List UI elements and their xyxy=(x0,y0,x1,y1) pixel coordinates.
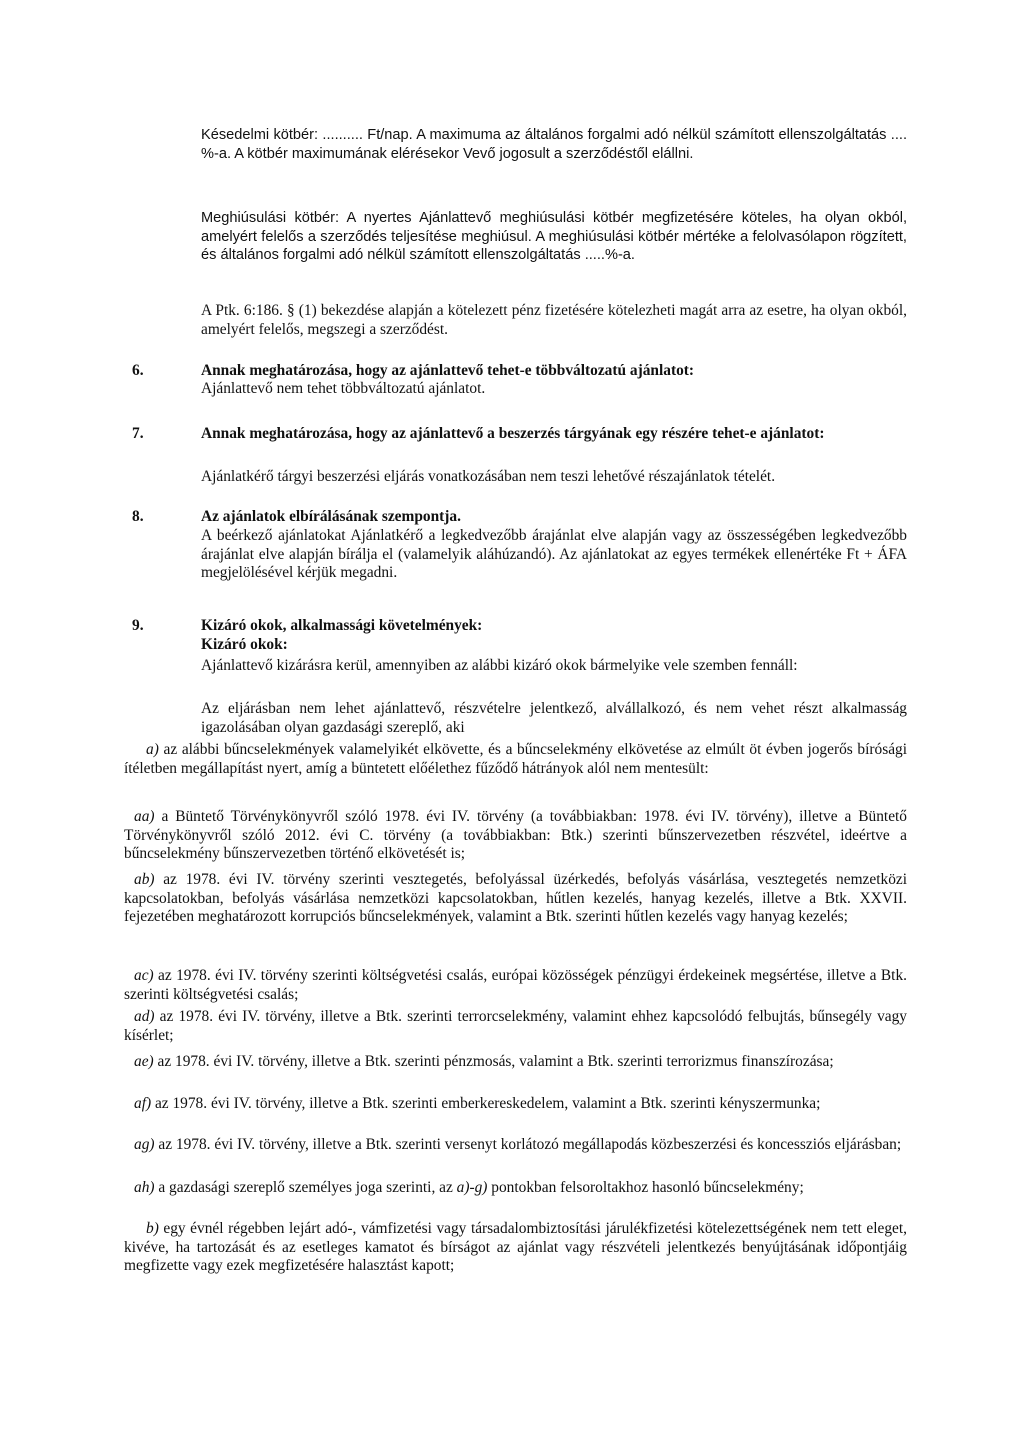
exclusion-intro: Ajánlattevő kizárásra kerül, amennyiben az alábbi kizáró okok bármelyike vele szemben fennáll: xyxy=(201,657,798,674)
exclusion-list-item xyxy=(124,1008,907,1045)
item-reference: a)-g) xyxy=(456,1179,488,1196)
section-body: Ajánlattevő nem tehet többváltozatú ajánlatot. xyxy=(201,380,486,397)
item-text: az 1978. évi IV. törvény, illetve a Btk. szerinti emberkereskedelem, valamint a Btk. szerinti kényszermunka; xyxy=(151,1095,821,1112)
item-label: af) xyxy=(134,1095,152,1112)
item-label: a) xyxy=(146,741,159,758)
exclusion-intro: Az eljárásban nem lehet ajánlattevő, részvételre jelentkező, alvállalkozó, és nem vehet részt alkalmasság igazolásában olyan gazdasági szereplő, aki xyxy=(201,700,907,736)
exclusion-list-item xyxy=(124,1136,907,1155)
item-text: az 1978. évi IV. törvény, illetve a Btk. szerinti versenyt korlátozó megállapodás közbeszerzési és koncessziós eljárásban; xyxy=(154,1136,902,1153)
item-text: az alábbi bűncselekmények valamelyikét elkövette, és a bűncselekmény elkövetése az elmúlt öt évben jogerős bírósági ítéletben megállapítást nyert, amíg a büntetett előélethez fűződő hátrányok alól nem mentesült: xyxy=(124,741,907,777)
item-label: b) xyxy=(146,1220,159,1237)
section-heading: Annak meghatározása, hogy az ajánlattevő tehet-e többváltozatú ajánlatot: xyxy=(201,362,695,379)
item-text: egy évnél régebben lejárt adó-, vámfizetési vagy társadalombiztosítási járulékfizetési kötelezettségének nem tett eleget, kivéve, ha tartozását és az esetleges kamatot és bírságot az ajánlat vagy részvételi jelentkezés benyújtásának időpontjáig megfizette vagy ezek megfizetésére halasztást kapott; xyxy=(124,1220,907,1274)
item-label: aa) xyxy=(134,808,155,825)
item-label: ab) xyxy=(134,871,155,888)
item-label: ah) xyxy=(134,1179,155,1196)
late-penalty-paragraph: Késedelmi kötbér: .......... Ft/nap. A maximuma az általános forgalmi adó nélkül számított ellenszolgáltatás .... %-a. A kötbér maximumának elérésekor Vevő jogosult a szerződéstől elállni. xyxy=(201,127,907,162)
item-text: a gazdasági szereplő személyes joga szerinti, az xyxy=(154,1179,457,1196)
item-label: ad) xyxy=(134,1008,155,1025)
section-number: 7. xyxy=(132,425,144,442)
item-label: ac) xyxy=(134,967,154,984)
ptk-paragraph: A Ptk. 6:186. § (1) bekezdése alapján a kötelezett pénz fizetésére kötelezheti magát arra az esetre, ha olyan okból, amelyért felelős, megszegi a szerződést. xyxy=(201,302,907,338)
exclusion-list-item xyxy=(124,741,907,778)
item-text: az 1978. évi IV. törvény, illetve a Btk. szerinti terrorcselekmény, valamint ehhez kapcsolódó felbujtás, bűnsegély vagy kísérlet; xyxy=(124,1008,907,1044)
item-text: a Büntető Törvénykönyvről szóló 1978. évi IV. törvény (a továbbiakban: 1978. évi IV. törvény), illetve a Büntető Törvénykönyvről szóló 2012. évi C. törvény (a továbbiakban: Btk.) szerinti bűnszervezetben részvétel, ideértve a bűncselekmény bűnszervezetben történő elkövetését is; xyxy=(124,808,907,862)
section-subheading: Kizáró okok: xyxy=(201,636,288,653)
section-heading: Az ajánlatok elbírálásának szempontja. xyxy=(201,508,461,525)
exclusion-list-item xyxy=(124,967,907,1004)
item-label: ag) xyxy=(134,1136,155,1153)
item-text-tail: pontokban felsoroltakhoz hasonló bűncselekmény; xyxy=(487,1179,804,1196)
section-heading: Kizáró okok, alkalmassági követelmények: xyxy=(201,617,483,634)
exclusion-list-item xyxy=(124,1095,907,1114)
section-heading: Annak meghatározása, hogy az ajánlattevő a beszerzés tárgyának egy részére tehet-e ajánlatot: xyxy=(201,425,825,442)
item-text: az 1978. évi IV. törvény, illetve a Btk. szerinti pénzmosás, valamint a Btk. szerinti terrorizmus finanszírozása; xyxy=(153,1053,834,1070)
exclusion-list-item xyxy=(124,1053,907,1072)
item-label: ae) xyxy=(134,1053,154,1070)
failure-penalty-paragraph: Meghiúsulási kötbér: A nyertes Ajánlattevő meghiúsulási kötbér megfizetésére köteles, ha olyan okból, amelyért felelős a szerződés teljesítése meghiúsul. A meghiúsulási kötbér mértéke a felolvasólapon rögzített, és általános forgalmi adó nélkül számított ellenszolgáltatás .....%-a. xyxy=(201,210,907,263)
exclusion-list-item xyxy=(124,1220,907,1276)
section-body: Ajánlatkérő tárgyi beszerzési eljárás vonatkozásában nem teszi lehetővé részajánlatok tételét. xyxy=(201,468,776,485)
exclusion-list-item xyxy=(124,871,907,927)
item-text: az 1978. évi IV. törvény szerinti költségvetési csalás, európai közösségek pénzügyi érdekeinek megsértése, illetve a Btk. szerinti költségvetési csalás; xyxy=(124,967,907,1003)
exclusion-list-item xyxy=(124,1179,907,1198)
item-text: az 1978. évi IV. törvény szerinti vesztegetés, befolyással üzérkedés, befolyás vásárlása, vesztegetés nemzetközi kapcsolatokban, befolyás vásárlása nemzetközi kapcsolatokban, hűtlen kezelés, hanyag kezelés, illetve a Btk. XXVII. fejezetében meghatározott korrupciós bűncselekmények, valamint a Btk. szerinti hűtlen kezelés vagy hanyag kezelés; xyxy=(124,871,907,925)
section-number: 9. xyxy=(132,617,144,634)
exclusion-list-item xyxy=(124,808,907,864)
section-number: 6. xyxy=(132,362,144,379)
section-number: 8. xyxy=(132,508,144,525)
section-body: A beérkező ajánlatokat Ajánlatkérő a legkedvezőbb árajánlat elve alapján vagy az összességében legkedvezőbb árajánlat elve alapján bírálja el (valamelyik aláhúzandó). Az ajánlatokat az egyes termékek ellenértéke Ft + ÁFA megjelölésével kérjük megadni. xyxy=(201,527,907,581)
